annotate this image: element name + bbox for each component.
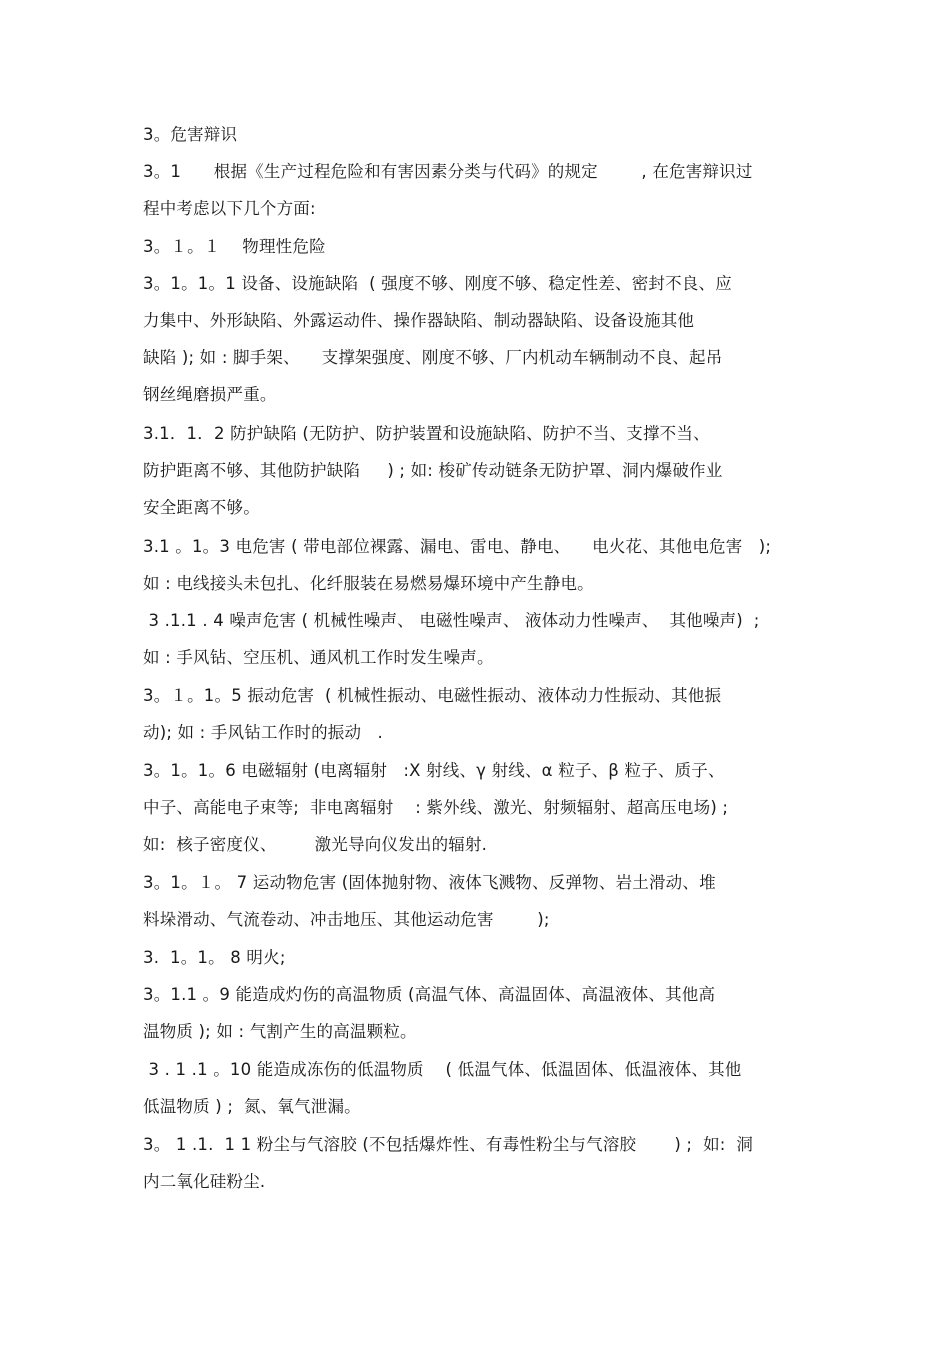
paragraph-line: 3 . 1 .1 。10 能造成冻伤的低温物质 ( 低温气体、低温固体、低温液体、其他 (143, 1060, 742, 1079)
paragraph-line: 3.1 。1。3 电危害 ( 带电部位裸露、漏电、雷电、静电、 电火花、其他电危害 ); (143, 537, 772, 556)
paragraph-line: 防护距离不够、其他防护缺陷 ) ; 如: 梭矿传动链条无防护罩、洞内爆破作业 (143, 461, 723, 480)
paragraph-line: 3。 1 .1. 1 1 粉尘与气溶胶 (不包括爆炸性、有毒性粉尘与气溶胶 ) ; 如: 洞 (143, 1135, 754, 1154)
paragraph-line: 安全距离不够。 (143, 498, 260, 517)
paragraph-line: 钢丝绳磨损严重。 (143, 385, 277, 404)
paragraph-line: 3。1 根据《生产过程危险和有害因素分类与代码》的规定 , 在危害辩识过 (143, 162, 753, 181)
paragraph-line: 料垛滑动、气流卷动、冲击地压、其他运动危害 ); (143, 910, 550, 929)
paragraph-line: 中子、高能电子束等; 非电离辐射 : 紫外线、激光、射频辐射、超高压电场) ; (143, 798, 729, 817)
paragraph-line: 内二氧化硅粉尘. (143, 1172, 266, 1191)
heading-hazard-identification: 3。危害辩识 (143, 125, 238, 144)
paragraph-line: 3。１。1。5 振动危害 ( 机械性振动、电磁性振动、液体动力性振动、其他振 (143, 686, 722, 705)
paragraph-line: 3。1.1 。9 能造成灼伤的高温物质 (高温气体、高温固体、高温液体、其他高 (143, 985, 716, 1004)
paragraph-line: 如 : 电线接头未包扎、化纤服装在易燃易爆环境中产生静电。 (143, 574, 594, 593)
paragraph-line: 动); 如 : 手风钻工作时的振动 . (143, 723, 383, 742)
paragraph-line: 3 .1.1 . 4 噪声危害 ( 机械性噪声、 电磁性噪声、 液体动力性噪声、 其他噪声) ; (143, 611, 760, 630)
paragraph-line: 如: 核子密度仪、 激光导向仪发出的辐射. (143, 835, 488, 854)
paragraph-line: 如 : 手风钻、空压机、通风机工作时发生噪声。 (143, 648, 494, 667)
paragraph-line: 低温物质 ) ; 氮、氧气泄漏。 (143, 1097, 361, 1116)
paragraph-line: 3.1．1．2 防护缺陷 (无防护、防护装置和设施缺陷、防护不当、支撑不当、 (143, 424, 710, 443)
paragraph-line: 程中考虑以下几个方面: (143, 199, 316, 218)
paragraph-line: 3。1。１。 7 运动物危害 (固体抛射物、液体飞溅物、反弹物、岩土滑动、堆 (143, 873, 716, 892)
paragraph-line: 3。1。1。1 设备、设施缺陷 ( 强度不够、刚度不够、稳定性差、密封不良、应 (143, 274, 732, 293)
paragraph-line: 温物质 ); 如 : 气割产生的高温颗粒。 (143, 1022, 417, 1041)
paragraph-line: 3. 1。1。 8 明火; (143, 948, 286, 967)
paragraph-line: 3。1。1。6 电磁辐射 (电离辐射 :X 射线、γ 射线、α 粒子、β 粒子、质子、 (143, 761, 725, 780)
paragraph-line: 力集中、外形缺陷、外露运动件、操作器缺陷、制动器缺陷、设备设施其他 (143, 311, 695, 330)
subheading-physical-hazards: 3。１。１ 物理性危险 (143, 237, 326, 256)
paragraph-line: 缺陷 ); 如 : 脚手架、 支撑架强度、刚度不够、厂内机动车辆制动不良、起吊 (143, 348, 723, 367)
